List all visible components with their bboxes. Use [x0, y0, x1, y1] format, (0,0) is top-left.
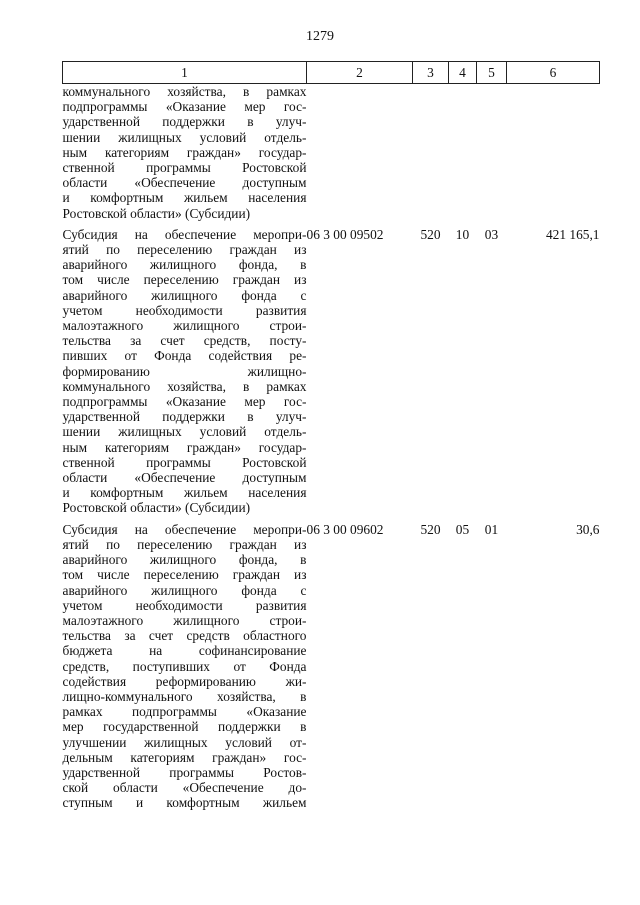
description-line: области «Обеспечение доступным	[62, 470, 307, 486]
description-line: мер государственной поддержки в	[62, 719, 307, 735]
row-amount: 421 165,1	[545, 226, 600, 242]
description-line: ступным и комфортным жильем	[62, 795, 307, 811]
description-line: пивших от Фонда содействия ре-	[62, 348, 307, 364]
description-line: учетом необходимости развития	[62, 597, 307, 613]
row-rz: 10	[455, 226, 470, 242]
row-code	[307, 84, 413, 221]
description-line: ственной программы Ростовской	[62, 160, 307, 176]
description-line: формированию жилищно-	[62, 363, 307, 379]
column-header-3: 3	[413, 62, 449, 84]
description-line: улучшении жилищных условий от-	[62, 734, 307, 750]
row-description	[63, 221, 307, 516]
description-line: тельства за счет средств областного	[62, 628, 307, 644]
description-line: Субсидия на обеспечение меропри-	[62, 226, 307, 242]
row-pr: 03	[484, 226, 499, 242]
description-line: и комфортным жильем населения	[62, 190, 307, 206]
row-description	[63, 84, 307, 221]
description-line: дельным категориям граждан» гос-	[62, 749, 307, 765]
description-line: аварийного жилищного фонда, в	[62, 552, 307, 568]
description-line: том числе переселению граждан из	[62, 567, 307, 583]
column-header-5: 5	[477, 62, 507, 84]
description-line: ным категориям граждан» государ-	[62, 439, 307, 455]
description-line: ятий по переселению граждан из	[62, 536, 307, 552]
description-line: учетом необходимости развития	[62, 302, 307, 318]
row-amount	[507, 84, 600, 221]
description-line: лищно-коммунального хозяйства, в	[62, 688, 307, 704]
table-row	[63, 84, 600, 221]
description-line: Ростовской области» (Субсидии)	[62, 205, 251, 221]
description-line: аварийного жилищного фонда, в	[62, 257, 307, 273]
description-line: аварийного жилищного фонда с	[62, 287, 307, 303]
description-line: малоэтажного жилищного строи-	[62, 612, 307, 628]
row-pr	[477, 84, 507, 221]
description-line: том числе переселению граждан из	[62, 272, 307, 288]
description-line: подпрограммы «Оказание мер гос-	[62, 99, 307, 115]
column-header-1: 1	[63, 62, 307, 84]
row-pr: 01	[484, 521, 499, 537]
row-vr	[413, 84, 449, 221]
column-header-2: 2	[307, 62, 413, 84]
description-line: шении жилищных условий отдель-	[62, 424, 307, 440]
description-line: ственной программы Ростовской	[62, 454, 307, 470]
description-line: ударственной поддержки в улуч-	[62, 409, 307, 425]
row-vr: 520	[420, 226, 441, 242]
description-line: бюджета на софинансирование	[62, 643, 307, 659]
description-line: коммунального хозяйства, в рамках	[62, 84, 307, 99]
description-line: Субсидия на обеспечение меропри-	[62, 521, 307, 537]
row-code: 06 3 00 09602	[306, 521, 384, 537]
description-line: ской области «Обеспечение до-	[62, 780, 307, 796]
row-vr: 520	[420, 521, 441, 537]
column-header-6: 6	[507, 62, 600, 84]
row-code: 06 3 00 09502	[306, 226, 384, 242]
table-row	[63, 516, 600, 811]
row-description	[63, 516, 307, 811]
description-line: коммунального хозяйства, в рамках	[62, 378, 307, 394]
description-line: содействия реформированию жи-	[62, 673, 307, 689]
column-header-4: 4	[449, 62, 477, 84]
row-amount: 30,6	[576, 521, 600, 537]
description-line: подпрограммы «Оказание мер гос-	[62, 394, 307, 410]
description-line: ятий по переселению граждан из	[62, 242, 307, 258]
page-number: 1279	[306, 29, 334, 44]
description-line: малоэтажного жилищного строи-	[62, 318, 307, 334]
row-rz: 05	[455, 521, 470, 537]
description-line: аварийного жилищного фонда с	[62, 582, 307, 598]
description-line: и комфортным жильем населения	[62, 485, 307, 501]
table-row	[63, 221, 600, 516]
description-line: Ростовской области» (Субсидии)	[62, 500, 251, 516]
table-header-row	[63, 62, 600, 84]
table-body	[63, 84, 600, 811]
row-rz	[449, 84, 477, 221]
description-line: рамках подпрограммы «Оказание	[62, 704, 307, 720]
description-line: области «Обеспечение доступным	[62, 175, 307, 191]
description-line: ным категориям граждан» государ-	[62, 144, 307, 160]
budget-table	[62, 61, 600, 811]
description-line: средств, поступивших от Фонда	[62, 658, 307, 674]
description-line: ударственной программы Ростов-	[62, 764, 307, 780]
description-line: ударственной поддержки в улуч-	[62, 114, 307, 130]
description-line: тельства за счет средств, посту-	[62, 333, 307, 349]
description-line: шении жилищных условий отдель-	[62, 129, 307, 145]
